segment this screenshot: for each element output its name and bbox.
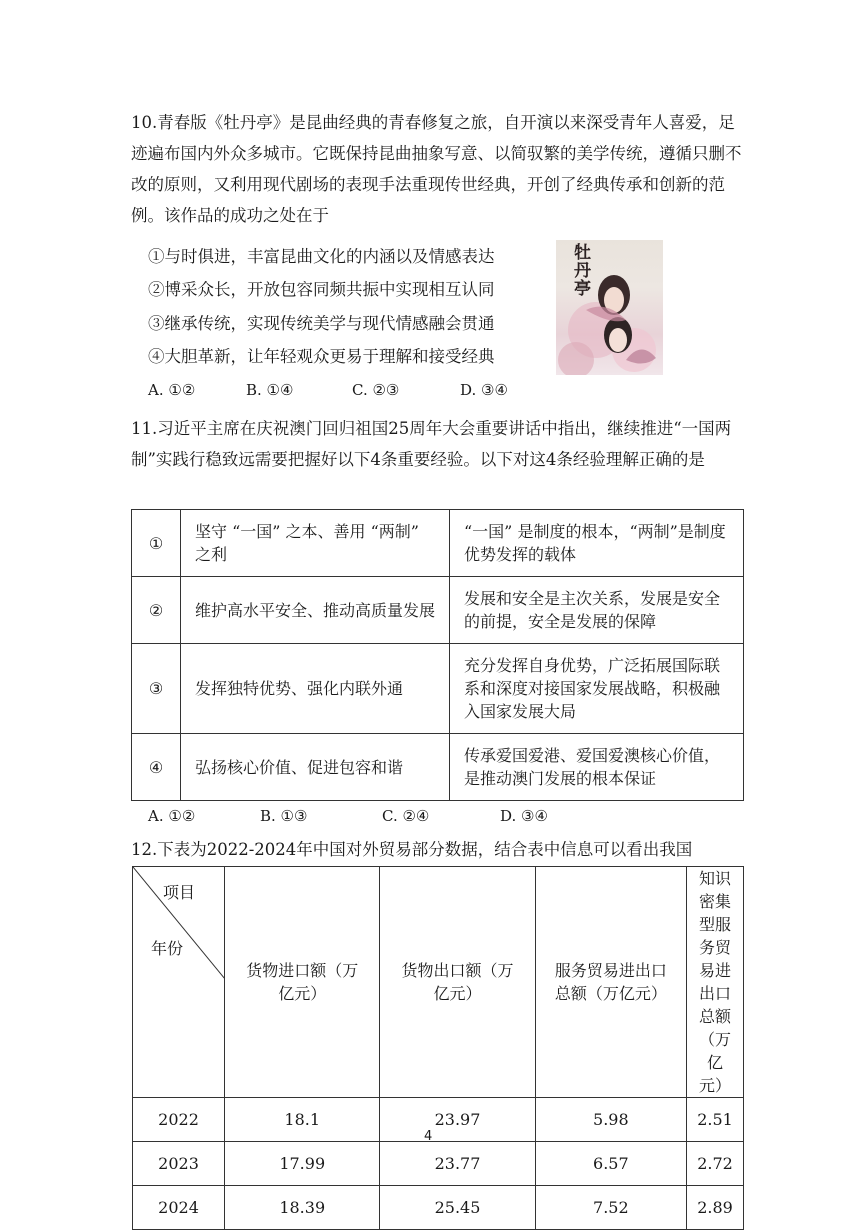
- table-row: [133, 1186, 744, 1230]
- value-cell: 2.72: [687, 1142, 744, 1186]
- column-header: 服务贸易进出口总额（万亿元）: [535, 867, 686, 1098]
- column-header: 知识密集型服务贸易进出口总额（万亿元）: [687, 867, 744, 1098]
- value-cell: 17.99: [225, 1142, 380, 1186]
- q11-choice-a[interactable]: A. ①②: [148, 807, 196, 825]
- table-row: [133, 1142, 744, 1186]
- q10-item-3: ③继承传统，实现传统美学与现代情感融会贯通: [148, 314, 495, 333]
- value-cell: 2.89: [687, 1186, 744, 1230]
- interpretation-cell: 充分发挥自身优势，广泛拓展国际联系和深度对接国家发展战略，积极融入国家发展大局: [450, 644, 744, 734]
- table-header-row: [133, 867, 744, 1098]
- year-cell: 2023: [133, 1142, 225, 1186]
- value-cell: 25.45: [380, 1186, 535, 1230]
- q10-item-1: ①与时俱进，丰富昆曲文化的内涵以及情感表达: [148, 247, 495, 266]
- interpretation-cell: 传承爱国爱港、爱国爱澳核心价值，是推动澳门发展的根本保证: [450, 734, 744, 801]
- q10-choices: [148, 381, 508, 399]
- experience-cell: 维护高水平安全、推动高质量发展: [181, 577, 450, 644]
- table-row: [132, 644, 744, 734]
- q12-trade-table: [132, 866, 744, 1230]
- diagonal-header-cell: [133, 867, 225, 1098]
- q11-choices: [148, 807, 548, 825]
- q10-choice-a[interactable]: A. ①②: [148, 381, 196, 399]
- peony-pavilion-poster-image: [556, 240, 663, 375]
- row-number: ①: [132, 510, 181, 577]
- q10-stem: 10.青春版《牡丹亭》是昆曲经典的青春修复之旅，自开演以来深受青年人喜爱，足迹遍布国内外众多城市。它既保持昆曲抽象写意、以简驭繁的美学传统，遵循只删不改的原则，又利用现代剧场的表现手法重现传世经典，开创了经典传承和创新的范例。该作品的成功之处在于: [131, 113, 742, 225]
- table-row: [132, 734, 744, 801]
- q10-choice-c[interactable]: C. ②③: [352, 381, 400, 399]
- experience-cell: 弘扬核心价值、促进包容和谐: [181, 734, 450, 801]
- row-number: ④: [132, 734, 181, 801]
- poster-title: 牡丹亭: [574, 243, 591, 299]
- q11-table: [131, 509, 744, 801]
- poster-illustration: [556, 240, 663, 375]
- interpretation-cell: 发展和安全是主次关系，发展是安全的前提，安全是发展的保障: [450, 577, 744, 644]
- row-number: ②: [132, 577, 181, 644]
- value-cell: 5.98: [535, 1098, 686, 1142]
- q11-choice-c[interactable]: C. ②④: [382, 807, 430, 825]
- value-cell: 23.77: [380, 1142, 535, 1186]
- q11-choice-b[interactable]: B. ①③: [260, 807, 308, 825]
- q10-item-2: ②博采众长，开放包容同频共振中实现相互认同: [148, 280, 495, 299]
- q11-choice-d[interactable]: D. ③④: [500, 807, 548, 825]
- interpretation-cell: “一国” 是制度的根本，“两制”是制度优势发挥的载体: [450, 510, 744, 577]
- experience-cell: 坚守 “一国” 之本、善用 “两制” 之利: [181, 510, 450, 577]
- value-cell: 23.97: [380, 1098, 535, 1142]
- value-cell: 18.39: [225, 1186, 380, 1230]
- experience-cell: 发挥独特优势、强化内联外通: [181, 644, 450, 734]
- header-item-label: 项目: [163, 883, 196, 902]
- header-year-label: 年份: [151, 939, 184, 958]
- table-row: [132, 577, 744, 644]
- value-cell: 6.57: [535, 1142, 686, 1186]
- table-row: [132, 510, 744, 577]
- value-cell: 7.52: [535, 1186, 686, 1230]
- page-number: 4: [424, 1129, 433, 1144]
- q10-choice-b[interactable]: B. ①④: [246, 381, 294, 399]
- row-number: ③: [132, 644, 181, 734]
- year-cell: 2024: [133, 1186, 225, 1230]
- year-cell: 2022: [133, 1098, 225, 1142]
- q11-stem: 11.习近平主席在庆祝澳门回归祖国25周年大会重要讲话中指出，继续推进“一国两制”实践行稳致远需要把握好以下4条重要经验。以下对这4条经验理解正确的是: [131, 419, 732, 469]
- q10-item-4: ④大胆革新，让年轻观众更易于理解和接受经典: [148, 347, 495, 366]
- value-cell: 18.1: [225, 1098, 380, 1142]
- column-header: 货物出口额（万亿元）: [380, 867, 535, 1098]
- value-cell: 2.51: [687, 1098, 744, 1142]
- q12-stem: 12.下表为2022-2024年中国对外贸易部分数据，结合表中信息可以看出我国: [131, 840, 693, 859]
- column-header: 货物进口额（万亿元）: [225, 867, 380, 1098]
- table-row: [133, 1098, 744, 1142]
- q10-choice-d[interactable]: D. ③④: [460, 381, 508, 399]
